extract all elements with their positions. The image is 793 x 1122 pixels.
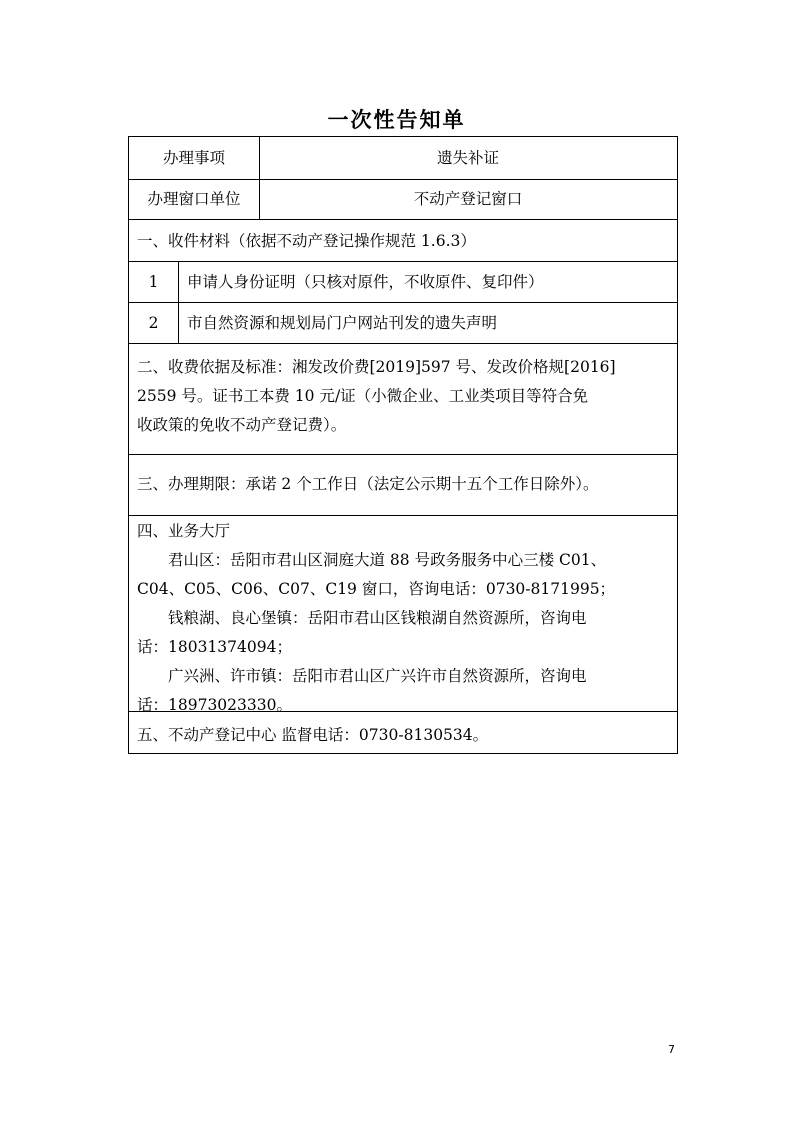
document-title: 一次性告知单 bbox=[327, 108, 466, 132]
column-divider bbox=[178, 261, 179, 343]
hall-line: 话：18973023330。 bbox=[137, 696, 292, 714]
materials-heading: 一、收件材料（依据不动产登记操作规范 1.6.3） bbox=[137, 232, 476, 250]
notice-table bbox=[128, 136, 678, 754]
hall-line: C04、C05、C06、C07、C19 窗口，咨询电话：0730-8171995； bbox=[137, 580, 616, 598]
material-text: 市自然资源和规划局门户网站刊发的遗失声明 bbox=[187, 314, 498, 332]
material-number: 2 bbox=[148, 314, 159, 332]
row-divider bbox=[129, 343, 677, 344]
fees-line: 收政策的免收不动产登记费）。 bbox=[137, 416, 347, 434]
fees-section bbox=[137, 353, 671, 440]
item-value: 遗失补证 bbox=[436, 149, 499, 167]
halls-heading: 四、业务大厅 bbox=[137, 522, 231, 540]
unit-value: 不动产登记窗口 bbox=[413, 190, 523, 208]
hall-line: 钱粮湖、良心堡镇：岳阳市君山区钱粮湖自然资源所，咨询电 bbox=[168, 609, 587, 627]
row-divider bbox=[129, 515, 677, 516]
supervision-text: 五、不动产登记中心 监督电话：0730-8130534。 bbox=[137, 726, 489, 744]
page-number: 7 bbox=[668, 1043, 675, 1056]
row-divider bbox=[129, 261, 677, 262]
row-divider bbox=[129, 179, 677, 180]
row-divider bbox=[129, 454, 677, 455]
row-divider bbox=[129, 302, 677, 303]
unit-label: 办理窗口单位 bbox=[147, 190, 241, 208]
hall-line: 广兴洲、许市镇：岳阳市君山区广兴许市自然资源所，咨询电 bbox=[168, 667, 587, 685]
hall-line: 话：18031374094； bbox=[137, 638, 292, 656]
material-number: 1 bbox=[148, 273, 159, 291]
deadline-text: 三、办理期限：承诺 2 个工作日（法定公示期十五个工作日除外）。 bbox=[137, 475, 599, 493]
fees-line: 二、收费依据及标准：湘发改价费[2019]597 号、发改价格规[2016] bbox=[137, 358, 616, 376]
row-divider bbox=[129, 219, 677, 220]
fees-line: 2559 号。证书工本费 10 元/证（小微企业、工业类项目等符合免 bbox=[137, 387, 589, 405]
material-text: 申请人身份证明（只核对原件，不收原件、复印件） bbox=[187, 273, 544, 291]
item-label: 办理事项 bbox=[162, 149, 225, 167]
halls-section bbox=[137, 517, 671, 720]
hall-line: 君山区：岳阳市君山区洞庭大道 88 号政务服务中心三楼 C01、 bbox=[168, 551, 607, 569]
